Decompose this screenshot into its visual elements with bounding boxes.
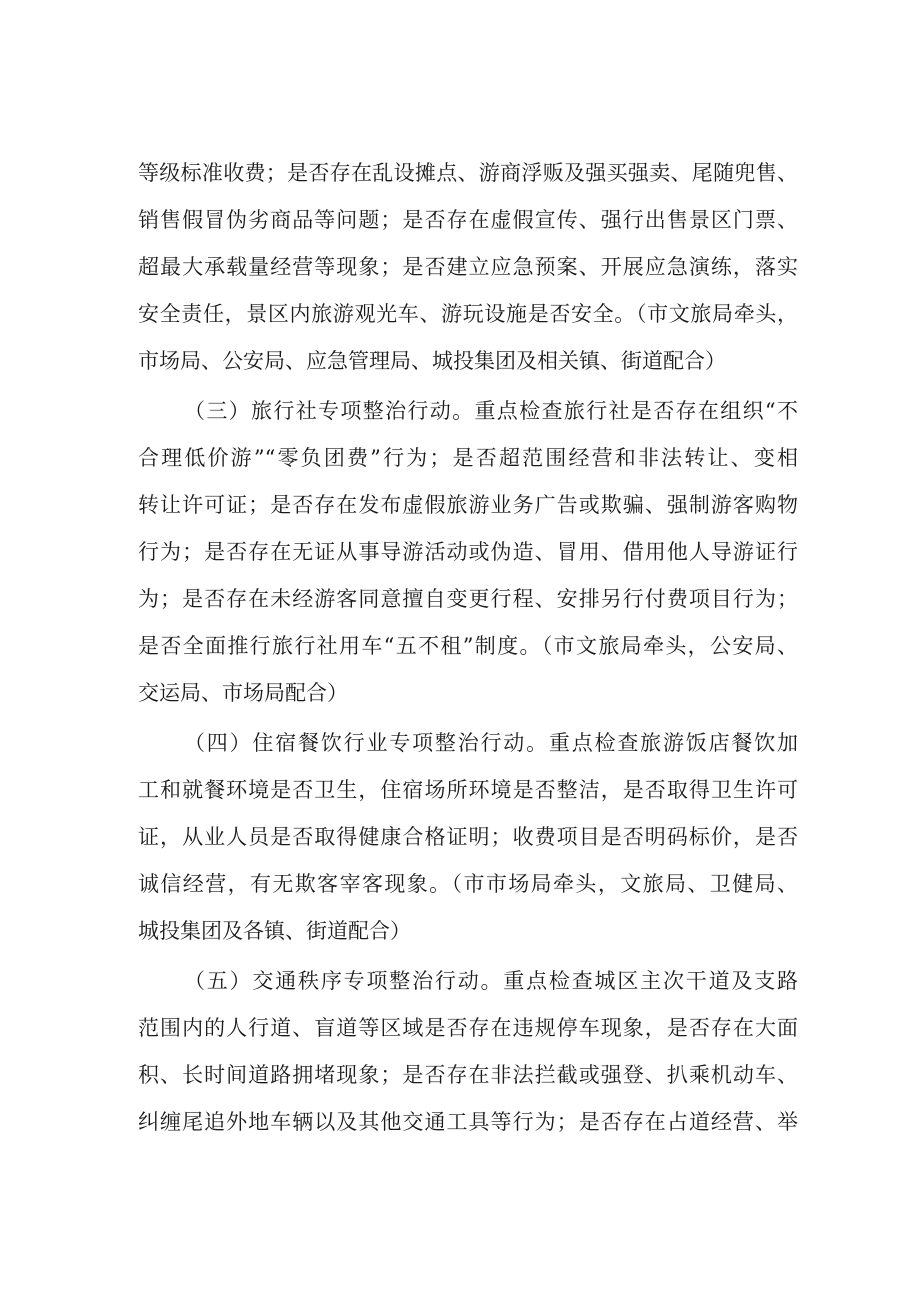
text-line: 为；是否存在未经游客同意擅自变更行程、安排另行付费项目行为； bbox=[138, 587, 798, 611]
text-line: （四）住宿餐饮行业专项整治行动。重点检查旅游饭店餐饮加 bbox=[184, 731, 798, 755]
text-line: 市场局、公安局、应急管理局、城投集团及相关镇、街道配合） bbox=[138, 349, 726, 373]
text-line: 合理低价游”“零负团费”行为；是否超范围经营和非法转让、变相 bbox=[138, 446, 798, 470]
text-line: 交运局、市场局配合） bbox=[138, 681, 348, 705]
paragraph-accommodation bbox=[138, 720, 798, 955]
document-body bbox=[138, 150, 798, 1146]
text-line: 安全责任，景区内旅游观光车、游玩设施是否安全。（市文旅局牵头， bbox=[138, 302, 798, 326]
text-line: 诚信经营，有无欺客宰客现象。（市市场局牵头，文旅局、卫健局、 bbox=[138, 872, 798, 896]
text-line: 纠缠尾追外地车辆以及其他交通工具等行为；是否存在占道经营、举 bbox=[138, 1110, 798, 1134]
paragraph-traffic bbox=[138, 958, 798, 1146]
text-line: 城投集团及各镇、街道配合） bbox=[138, 919, 411, 943]
text-line: 超最大承载量经营等现象；是否建立应急预案、开展应急演练，落实 bbox=[138, 255, 798, 279]
paragraph-continuation bbox=[138, 150, 798, 385]
text-line: 工和就餐环境是否卫生，住宿场所环境是否整洁，是否取得卫生许可 bbox=[138, 778, 798, 802]
paragraph-travel-agency bbox=[138, 388, 798, 717]
text-line: （五）交通秩序专项整治行动。重点检查城区主次干道及支路 bbox=[184, 969, 798, 993]
text-line: 范围内的人行道、盲道等区域是否存在违规停车现象，是否存在大面 bbox=[138, 1016, 798, 1040]
text-line: 等级标准收费；是否存在乱设摊点、游商浮贩及强买强卖、尾随兜售、 bbox=[138, 161, 798, 185]
text-line: 转让许可证；是否存在发布虚假旅游业务广告或欺骗、强制游客购物 bbox=[138, 493, 798, 517]
text-line: 证，从业人员是否取得健康合格证明；收费项目是否明码标价，是否 bbox=[138, 825, 798, 849]
text-line: 积、长时间道路拥堵现象；是否存在非法拦截或强登、扒乘机动车、 bbox=[138, 1063, 798, 1087]
text-line: （三）旅行社专项整治行动。重点检查旅行社是否存在组织“不 bbox=[184, 399, 798, 423]
text-line: 是否全面推行旅行社用车“五不租”制度。（市文旅局牵头，公安局、 bbox=[138, 634, 798, 658]
text-line: 销售假冒伪劣商品等问题；是否存在虚假宣传、强行出售景区门票、 bbox=[138, 208, 798, 232]
text-line: 行为；是否存在无证从事导游活动或伪造、冒用、借用他人导游证行 bbox=[138, 540, 798, 564]
